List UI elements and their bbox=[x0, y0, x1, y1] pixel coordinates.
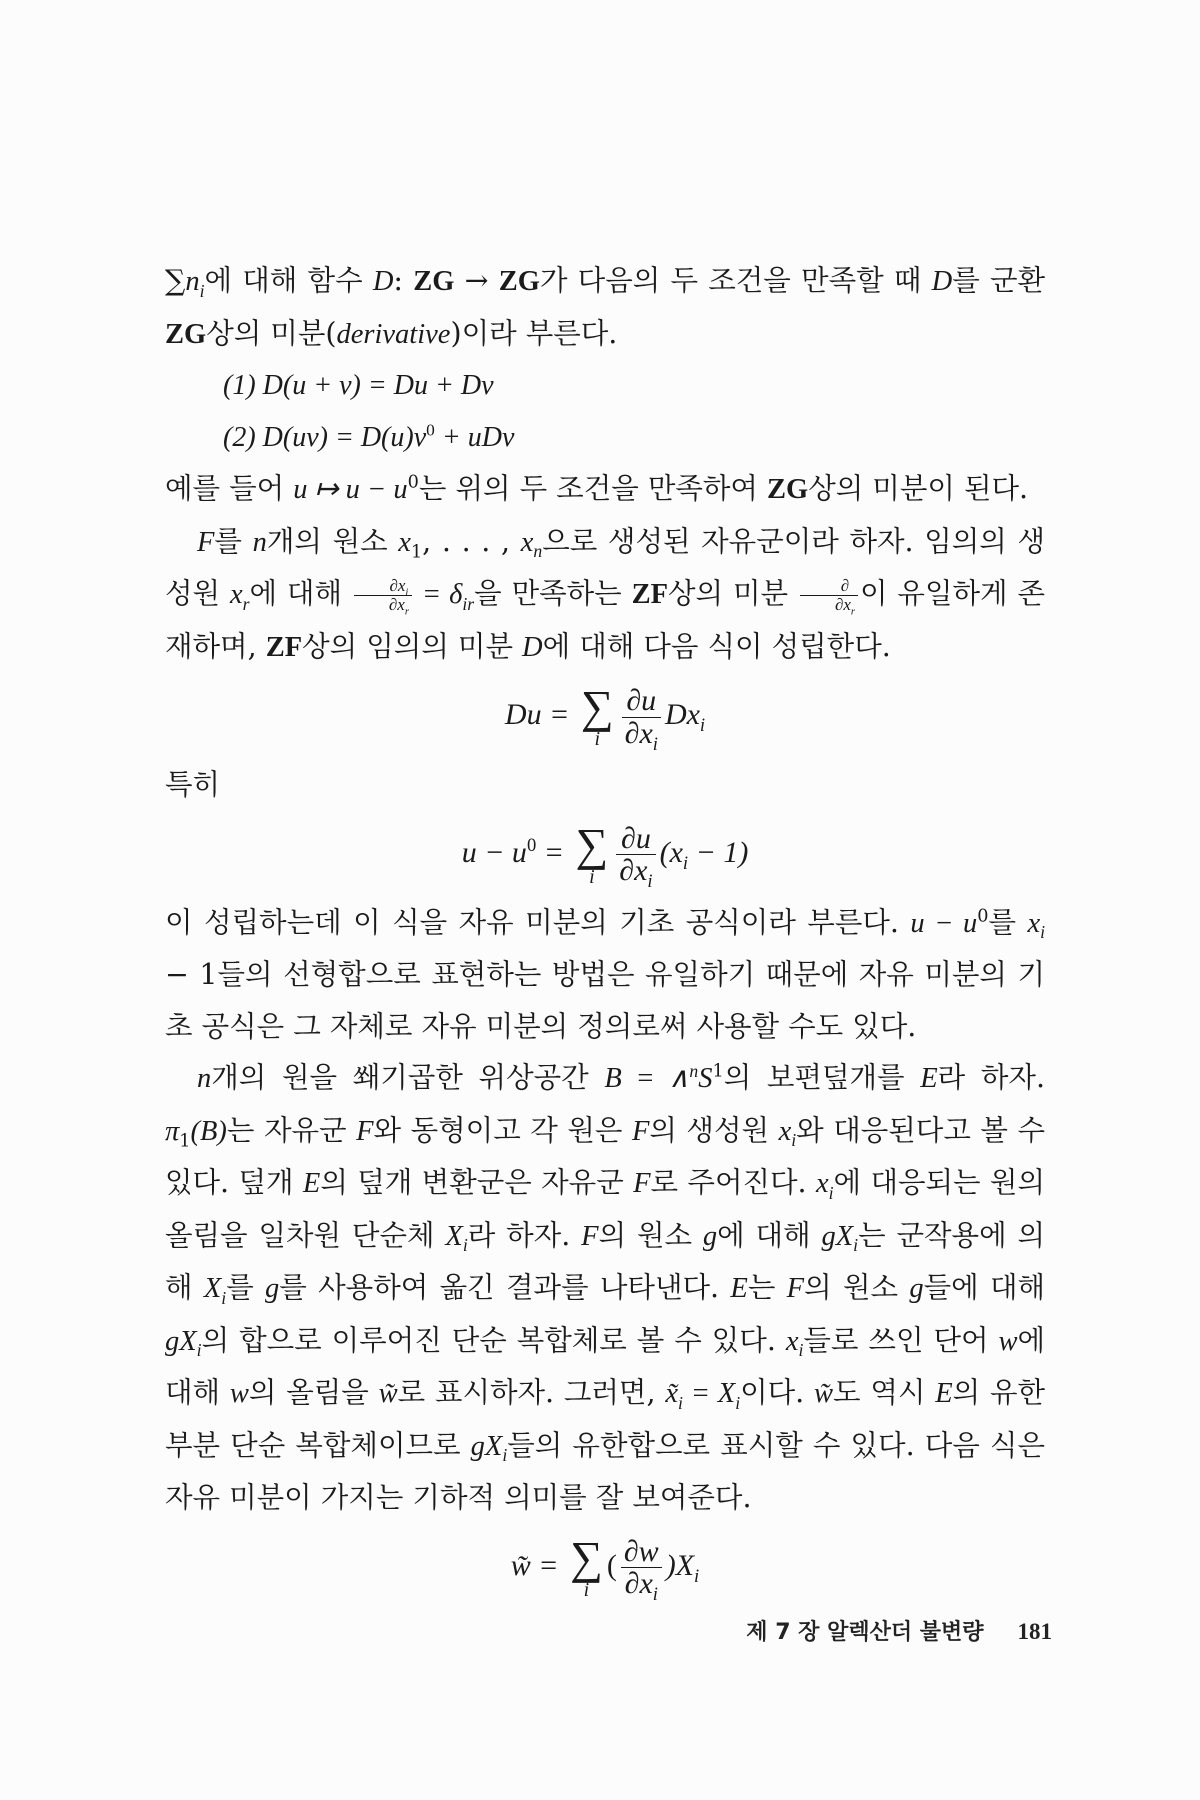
paragraph-derivative-definition: $\sum n_i$에 대해 함수 D: ZG → ZG가 다음의 두 조건을 만족할 때 D를 군환 ZG상의 미분(derivative)이라 부른다. bbox=[165, 264, 1046, 350]
sum-symbol: ∑ bbox=[165, 264, 186, 297]
paragraph-example: 예를 들어 u ↦ $u - u^0$는 위의 두 조건을 만족하여 ZG상의 미분이 된다. bbox=[165, 472, 1029, 505]
equation-fundamental-formula: $u - u^0$ = ∑ i $\frac{\partial u}{\partial x_i}$ $(x_i - 1)$ bbox=[461, 818, 749, 892]
condition-1: (1) D(u + v) = Du + Dv bbox=[223, 370, 494, 401]
chapter-title: 제 7 장 알렉산더 불변량 bbox=[746, 1620, 984, 1645]
body-text bbox=[165, 255, 1045, 1610]
paragraph-in-particular: 특히 bbox=[165, 768, 221, 801]
page-footer bbox=[746, 1615, 1052, 1646]
page-number: 181 bbox=[1017, 1619, 1052, 1644]
paragraph-free-group: F를 n개의 원소 $x_1$, . . . , $x_n$으로 생성된 자유군이라 하자. 임의의 생성원 $x_r$에 대해 $\frac{\partial x_i}{\partial x_r}$ = $\delta_{ir}$을 만족하는 ZF상의 미분 $\frac{\partial}{\partial x_r}$ 이 유일하게 존재하며, ZF상의 임의의 미분 D에 대해 다음 식이 성립한다. bbox=[165, 524, 1046, 663]
fraction-partial-xi-xr: $\frac{\partial x_i}{\partial x_r}$ bbox=[354, 577, 412, 614]
paragraph-fundamental-formula: 이 성립하는데 이 식을 자유 미분의 기초 공식이라 부른다. $u - u^0$를 $x_i - 1$들의 선형합으로 표현하는 방법은 유일하기 때문에 자유 미분의 기초 공식은 그 자체로 자유 미분의 정의로써 사용할 수도 있다. bbox=[165, 905, 1046, 1043]
paragraph-universal-cover: n개의 원을 쐐기곱한 위상공간 $B = \wedge^nS^1$의 보편덮개를 E라 하자. $\pi_1(B)$는 자유군 F와 동형이고 각 원은 F의 생성원 $x_i$와 대응된다고 볼 수 있다. 덮개 E의 덮개 변환군은 자유군 F로 주어진다. $x_i$에 대응되는 원의 올림을 일차원 단순체 $X_i$라 하자. F의 원소 g에 대해 $gX_i$는 군작용에 의해 $X_i$를 g를 사용하여 옮긴 결과를 나타낸다. E는 F의 원소 g들에 대해 $gX_i$의 합으로 이루어진 단순 복합체로 볼 수 있다. $x_i$들로 쓰인 단어 w에 대해 w의 올림을 w̃로 표시하자. 그러면, $x̃_i = X_i$이다. w̃도 역시 E의 유한 부분 단순 복합체이므로 $gX_i$들의 유한합으로 표시할 수 있다. 다음 식은 자유 미분이 가지는 기하적 의미를 잘 보여준다. bbox=[165, 1060, 1046, 1514]
condition-2: (2) $D(uv) = D(u)v^0$ + uDv bbox=[223, 420, 515, 453]
equation-geometric-meaning: w̃ = ∑ i ( $\frac{\partial w}{\partial x_i}$ )$X_i$ bbox=[510, 1531, 700, 1605]
fraction-partial-operator: $\frac{\partial}{\partial x_r}$ bbox=[800, 577, 858, 614]
equation-derivative-expansion: Du = ∑ i $\frac{\partial u}{\partial x_i}$ $Dx_i$ bbox=[504, 681, 706, 755]
